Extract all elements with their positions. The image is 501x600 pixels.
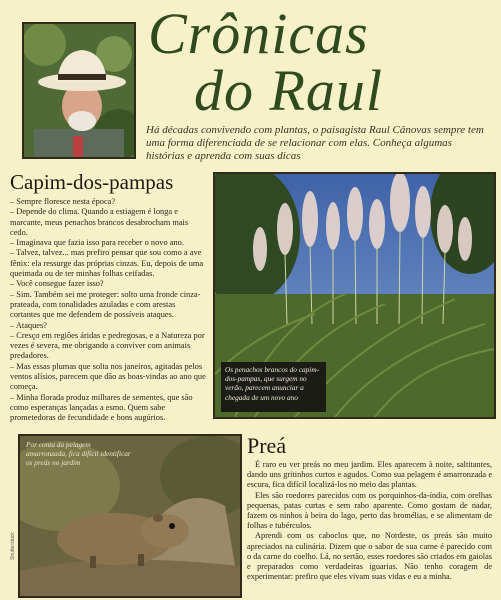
dialog-line: – Imaginava que fazia isso para receber o novo ano. (10, 238, 184, 248)
prea-paragraph: É raro eu ver preás no meu jardim. Eles aparecem à noite, saltitantes, dando uns gritinhos curtos e agudos. Como sua pelagem é amarronzada e escura, fica difícil localizá-los no meio das plantas. (247, 460, 492, 490)
dialog-line: – Mas essas plumas que solta nos janeiros, agitadas pelos ventos alísios, parecem que dão as boas-vindas ao ano que começa. (10, 361, 206, 392)
pampas-photo-caption: Os penachos brancos do capim-dos-pampas, que surgem no verão, parecem anunciar a chegada de um novo ano (221, 362, 326, 412)
photo-credit: Shutterstock (10, 532, 16, 560)
intro-text: Há décadas convivendo com plantas, o paisagista Raul Cânovas sempre tem uma forma diferenciada de se relacionar com elas. Conheça algumas histórias e aprenda com suas dicas (146, 124, 484, 162)
dialog-line: – Cresço em regiões áridas e pedregosas, e a Natureza por vezes é severa, me obrigando a conviver com animais predadores. (10, 330, 205, 361)
section-heading-prea: Preá (247, 433, 287, 458)
dialog-line: – Você consegue fazer isso? (10, 279, 104, 289)
dialog-line: – Talvez, talvez... mas prefiro pensar que sou como a ave fênix: ela ressurge das próprias cinzas. Eu, depois de uma queimada ou de ter minhas folhas ceifadas. (10, 248, 204, 279)
dialog-line: – Minha florada produz milhares de sementes, que são como esperanças lançadas a esmo. Quem sabe prometedoras de fecundidade e bons augúrios. (10, 392, 193, 423)
section-heading-capim: Capim-dos-pampas (10, 170, 174, 194)
dialog-line: – Sempre floresce nesta época? (10, 197, 116, 206)
prea-photo-caption: Por conta da pelagem amarronzada, fica difícil identificar os preás no jardim (26, 440, 131, 467)
page-title-line-1: Crônicas (148, 1, 369, 66)
prea-body-text (247, 460, 492, 582)
dialog-line: – Depende do clima. Quando a estiagem é longa e marcante, meus penachos brancos desabrocham mais cedo. (10, 207, 189, 237)
capim-dialog-text (10, 197, 207, 424)
prea-paragraph: Aprendi com os caboclos que, no Nordeste, os preás são muito apreciados na culinária. Dizem que o sabor de sua carne é parecido com o da carne do coelho. Lá, no sertão, esses roedores são criados em gaiolas e preparados como verdadeiras iguarias. Não tenho coragem de experimentar: prefiro que eles vivam suas vidas e eu a minha. (247, 531, 492, 582)
page-title-line-2: do Raul (194, 58, 384, 123)
prea-paragraph: Eles são roedores parecidos com os porquinhos-da-índia, com orelhas pequenas, patas curtas e sem rabo aparente. Como gostam de nadar, fazem os ninhos à beira do lago, perto das bromélias, e se alimentam de folhas e tubérculos. (247, 490, 492, 531)
author-portrait-photo (22, 22, 136, 159)
dialog-line: – Sim. Também sei me proteger: solto uma fronde cinza-prateada, com tonalidades azuladas e com arestas cortantes que me defendem de possíveis ataques. (10, 289, 201, 320)
dialog-line: – Ataques? (10, 320, 47, 330)
